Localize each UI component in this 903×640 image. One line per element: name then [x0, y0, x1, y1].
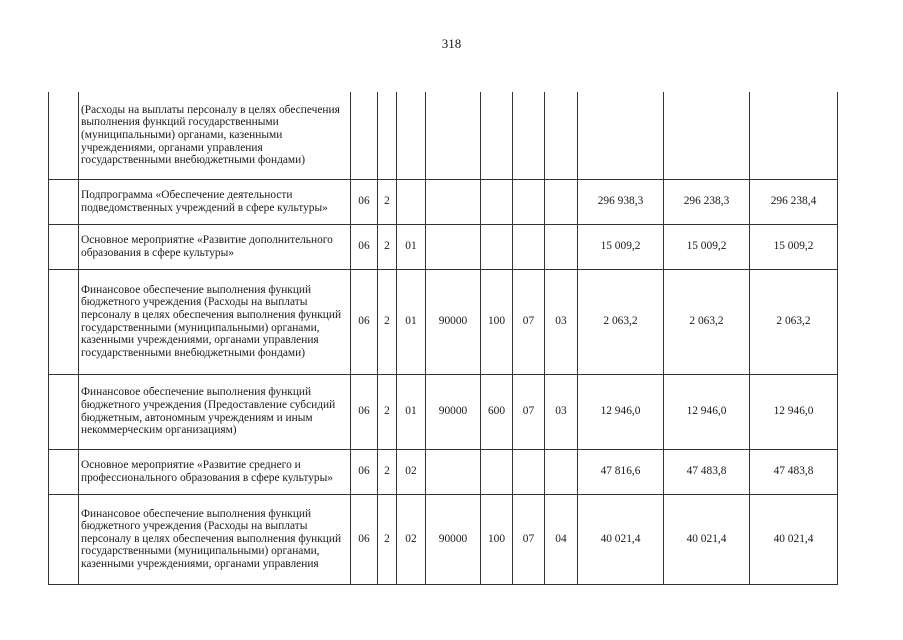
- row-amount-cell: [664, 92, 750, 179]
- row-blank-cell: [49, 449, 79, 494]
- row-code-cell: 07: [513, 269, 545, 374]
- row-amount-cell: 12 946,0: [664, 374, 750, 449]
- row-amount-cell: [578, 92, 664, 179]
- row-amount-cell: 2 063,2: [750, 269, 838, 374]
- row-code-cell: 06: [351, 494, 378, 584]
- row-code-cell: 03: [545, 374, 578, 449]
- row-code-cell: 2: [378, 224, 397, 269]
- row-code-cell: 2: [378, 269, 397, 374]
- row-amount-cell: 296 238,4: [750, 179, 838, 224]
- row-amount-cell: 15 009,2: [578, 224, 664, 269]
- budget-table: [48, 92, 838, 585]
- row-code-cell: 01: [397, 269, 426, 374]
- row-code-cell: 2: [378, 374, 397, 449]
- row-name-cell: Финансовое обеспечение выполнения функций бюджетного учреждения (Расходы на выплаты персоналу в целях обеспечения выполнения функций государственными (муниципальными) органами, казенными учреждениями, органами управления государственными внебюджетными фондами): [79, 269, 351, 374]
- row-name-cell: Подпрограмма «Обеспечение деятельности подведомственных учреждений в сфере культуры»: [79, 179, 351, 224]
- table-body: [49, 92, 838, 584]
- row-code-cell: 600: [481, 374, 513, 449]
- row-amount-cell: 47 483,8: [664, 449, 750, 494]
- row-code-cell: [481, 449, 513, 494]
- row-code-cell: [481, 92, 513, 179]
- row-amount-cell: 40 021,4: [750, 494, 838, 584]
- row-code-cell: [545, 92, 578, 179]
- row-code-cell: [545, 224, 578, 269]
- row-blank-cell: [49, 494, 79, 584]
- row-code-cell: 03: [545, 269, 578, 374]
- row-code-cell: 2: [378, 494, 397, 584]
- row-name-cell: Финансовое обеспечение выполнения функций бюджетного учреждения (Предоставление субсидий бюджетным, автономным учреждениям и иным некоммерческим организациям): [79, 374, 351, 449]
- row-amount-cell: 2 063,2: [578, 269, 664, 374]
- row-amount-cell: 296 238,3: [664, 179, 750, 224]
- row-blank-cell: [49, 224, 79, 269]
- row-code-cell: [397, 179, 426, 224]
- row-code-cell: 04: [545, 494, 578, 584]
- row-code-cell: 90000: [426, 269, 481, 374]
- table-row: [49, 269, 838, 374]
- row-amount-cell: 40 021,4: [664, 494, 750, 584]
- row-amount-cell: 15 009,2: [750, 224, 838, 269]
- table-row: [49, 374, 838, 449]
- row-name-cell: Основное мероприятие «Развитие среднего и профессионального образования в сфере культуры»: [79, 449, 351, 494]
- row-code-cell: 02: [397, 494, 426, 584]
- row-code-cell: 90000: [426, 374, 481, 449]
- row-code-cell: [545, 179, 578, 224]
- row-code-cell: [481, 224, 513, 269]
- row-code-cell: [426, 92, 481, 179]
- row-code-cell: [426, 179, 481, 224]
- row-code-cell: [545, 449, 578, 494]
- table-row: [49, 92, 838, 179]
- row-amount-cell: 40 021,4: [578, 494, 664, 584]
- row-code-cell: [378, 92, 397, 179]
- row-code-cell: 100: [481, 494, 513, 584]
- row-code-cell: [351, 92, 378, 179]
- row-code-cell: 06: [351, 224, 378, 269]
- row-amount-cell: 47 816,6: [578, 449, 664, 494]
- row-code-cell: 01: [397, 224, 426, 269]
- row-blank-cell: [49, 92, 79, 179]
- row-code-cell: [513, 449, 545, 494]
- row-code-cell: 90000: [426, 494, 481, 584]
- row-code-cell: 02: [397, 449, 426, 494]
- row-code-cell: [513, 92, 545, 179]
- row-blank-cell: [49, 269, 79, 374]
- row-code-cell: [481, 179, 513, 224]
- row-code-cell: 01: [397, 374, 426, 449]
- row-code-cell: 100: [481, 269, 513, 374]
- row-code-cell: 06: [351, 449, 378, 494]
- row-name-cell: (Расходы на выплаты персоналу в целях обеспечения выполнения функций государственными (муниципальными) органами, казенными учреждениями, органами управления государственными внебюджетными фондами): [79, 92, 351, 179]
- row-code-cell: 06: [351, 179, 378, 224]
- row-name-cell: Финансовое обеспечение выполнения функций бюджетного учреждения (Расходы на выплаты персоналу в целях обеспечения выполнения функций государственными (муниципальными) органами, казенными учреждениями, органами управления: [79, 494, 351, 584]
- row-code-cell: 2: [378, 449, 397, 494]
- row-amount-cell: 15 009,2: [664, 224, 750, 269]
- row-name-cell: Основное мероприятие «Развитие дополнительного образования в сфере культуры»: [79, 224, 351, 269]
- row-code-cell: 06: [351, 269, 378, 374]
- row-amount-cell: 296 938,3: [578, 179, 664, 224]
- row-code-cell: [426, 449, 481, 494]
- table-row: [49, 224, 838, 269]
- table-row: [49, 449, 838, 494]
- row-amount-cell: 2 063,2: [664, 269, 750, 374]
- table-row: [49, 494, 838, 584]
- row-code-cell: 07: [513, 374, 545, 449]
- row-amount-cell: 12 946,0: [578, 374, 664, 449]
- row-code-cell: [426, 224, 481, 269]
- row-amount-cell: 47 483,8: [750, 449, 838, 494]
- row-blank-cell: [49, 179, 79, 224]
- page-number: 318: [441, 36, 462, 51]
- row-blank-cell: [49, 374, 79, 449]
- row-amount-cell: [750, 92, 838, 179]
- row-code-cell: [513, 224, 545, 269]
- row-code-cell: [513, 179, 545, 224]
- row-code-cell: [397, 92, 426, 179]
- table-row: [49, 179, 838, 224]
- row-code-cell: 2: [378, 179, 397, 224]
- row-code-cell: 07: [513, 494, 545, 584]
- row-code-cell: 06: [351, 374, 378, 449]
- row-amount-cell: 12 946,0: [750, 374, 838, 449]
